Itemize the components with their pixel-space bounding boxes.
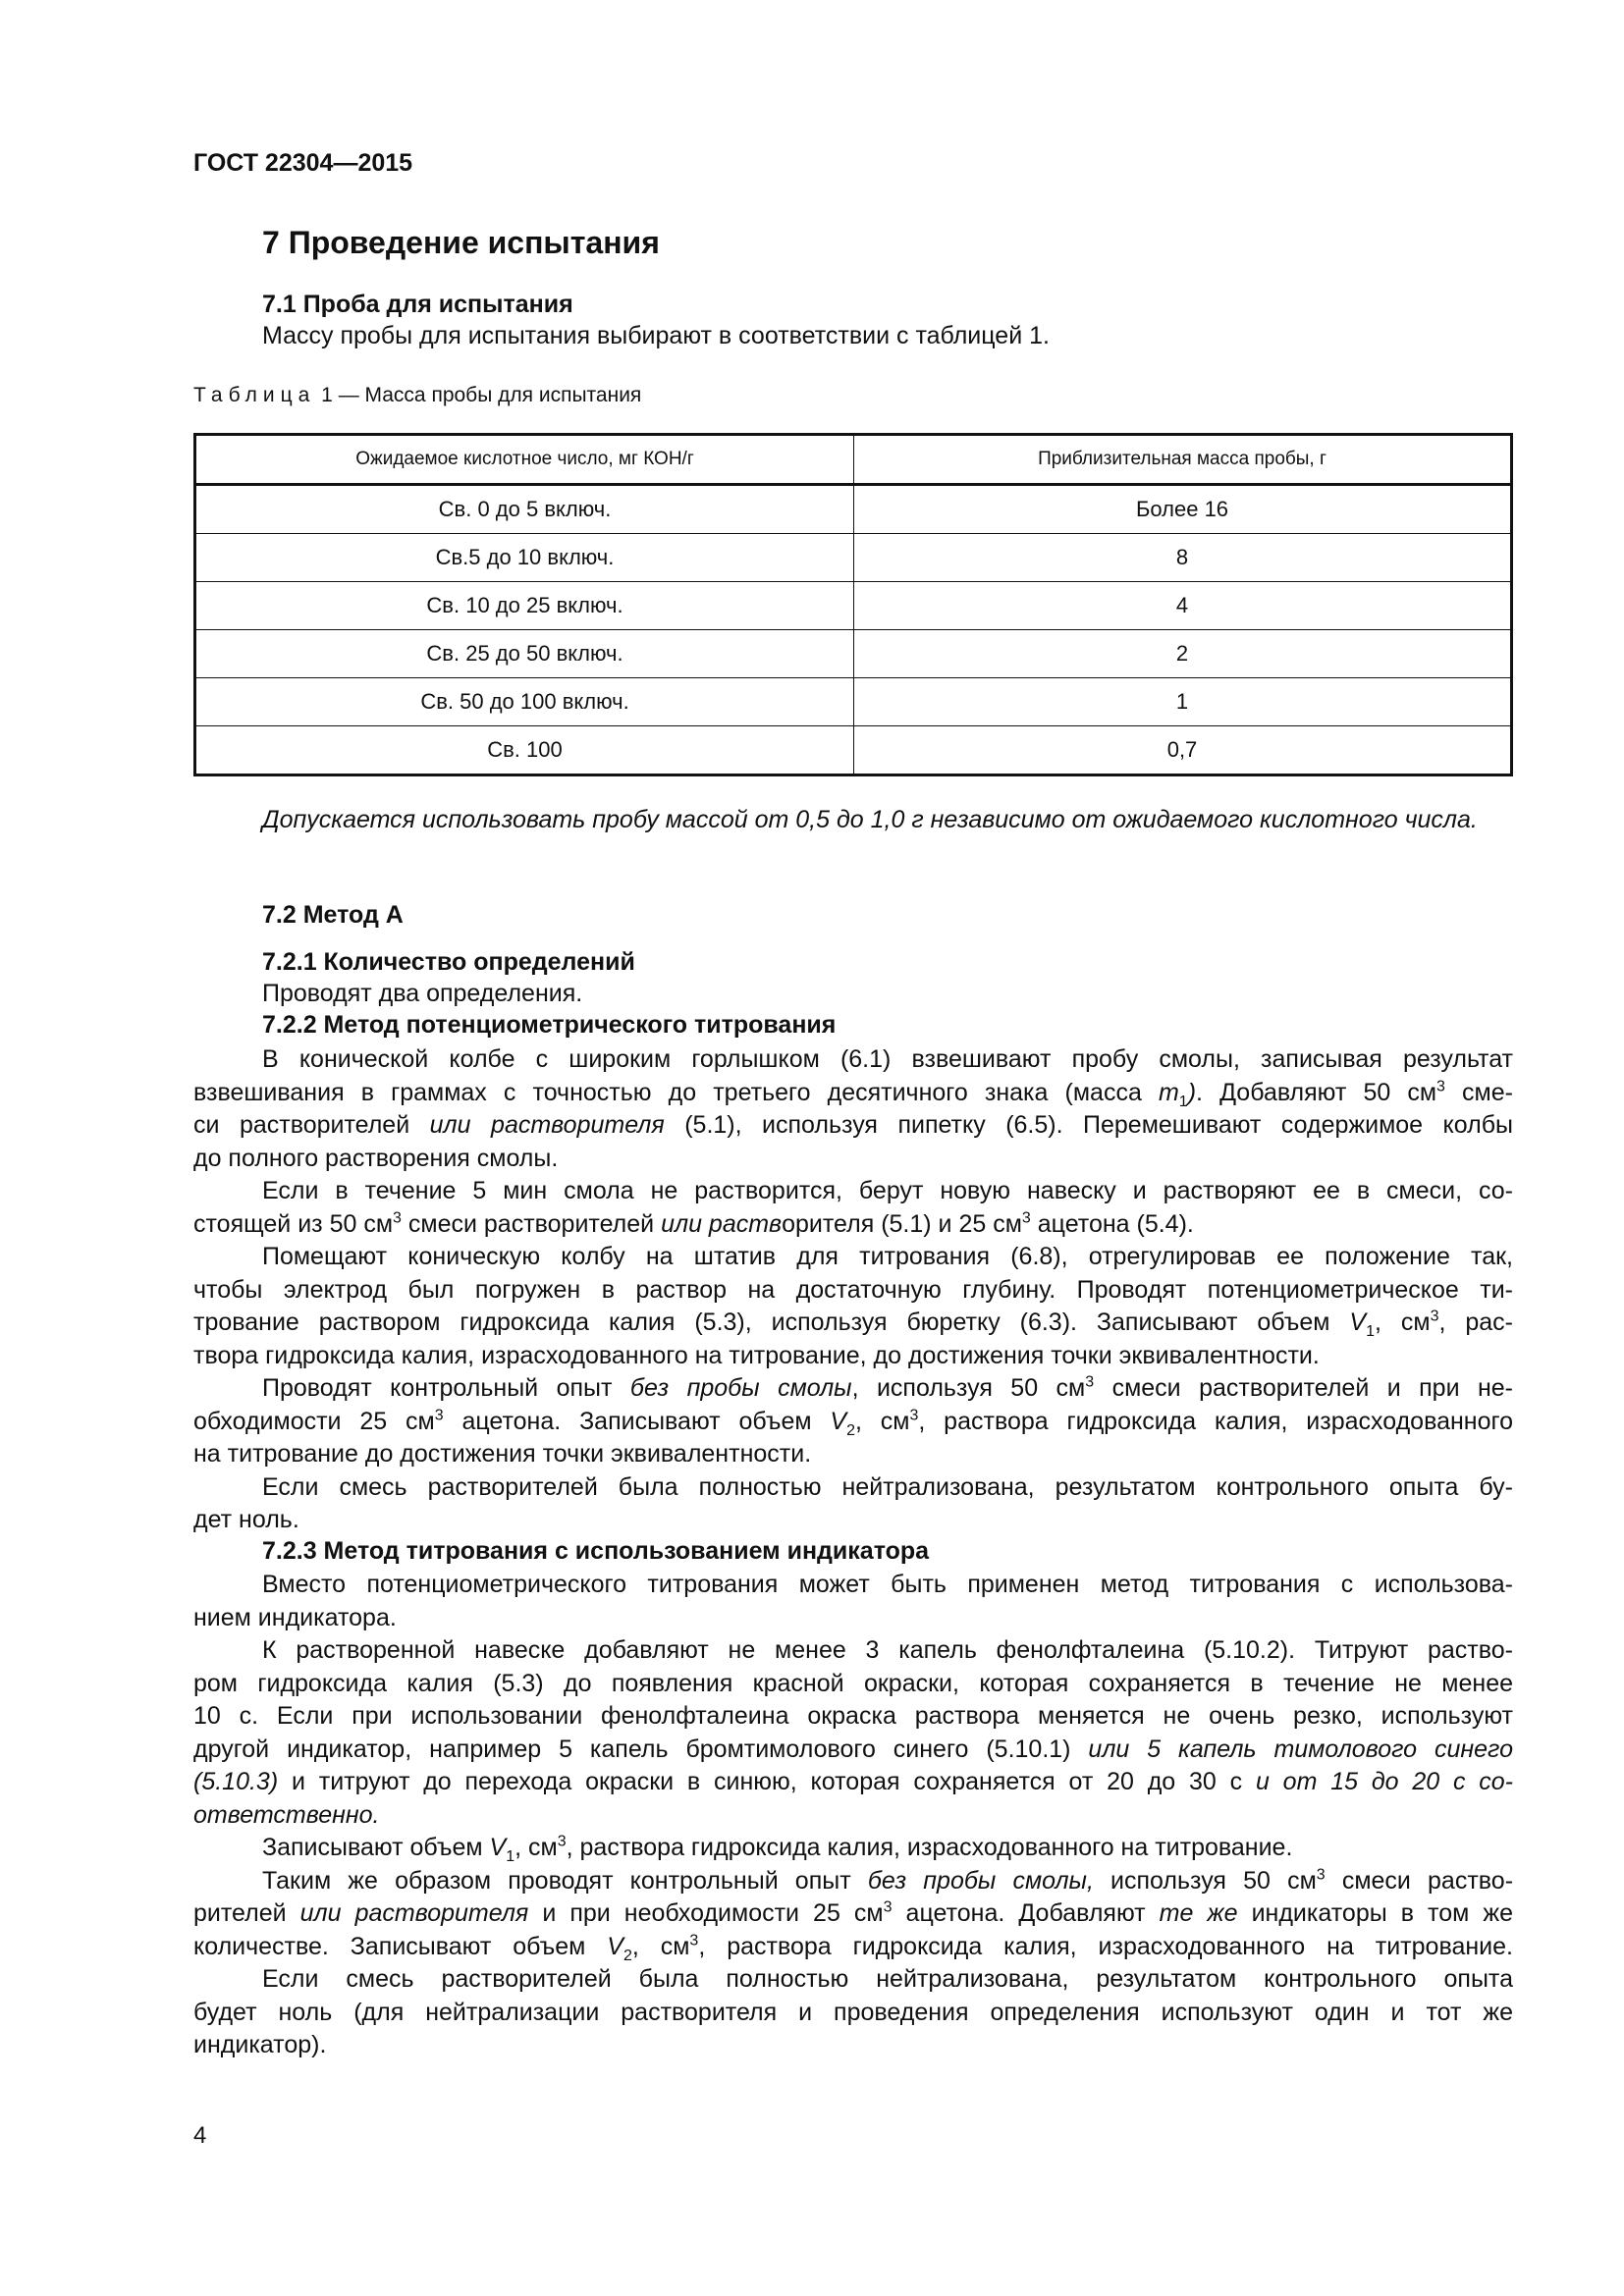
- text-line: [193, 1832, 1513, 1865]
- method-723-body: [193, 1569, 1513, 2062]
- text-fragment: , рас-: [1438, 1308, 1513, 1336]
- text-fragment: или растворителя: [429, 1111, 665, 1139]
- text-line: твора гидроксида калия, израсходованного на титрование, до достижения точки эквивалентности.: [193, 1341, 1320, 1369]
- text-fragment: (5.1), используя пипетку (6.5). Перемешивают содержимое колбы: [664, 1111, 1513, 1139]
- text-fragment: си растворителей: [193, 1111, 430, 1139]
- table-cell: Св. 10 до 25 включ.: [195, 582, 854, 630]
- text-fragment: смеси раство-: [1325, 1866, 1514, 1895]
- text-fragment: 3: [557, 1833, 567, 1850]
- text-line: [193, 1799, 1513, 1833]
- text-fragment: ацетона. Записывают объем: [443, 1407, 831, 1435]
- table-caption: [193, 384, 641, 407]
- document-code: ГОСТ 22304—2015: [193, 149, 413, 177]
- text-line: Вместо потенциометрического титрования может быть применен метод титрования с использова-: [262, 1571, 1513, 1598]
- text-line: Если смесь растворителей была полностью нейтрализована, результатом контрольного опыта бу-: [262, 1472, 1513, 1501]
- subsection-title: 7.2 Метод А: [262, 901, 404, 929]
- text-line: Если в течение 5 мин смола не растворится, берут новую навеску и растворяют ее в смеси, со-: [262, 1177, 1513, 1204]
- text-fragment: 3: [1430, 1308, 1439, 1325]
- text-fragment: m: [1158, 1078, 1179, 1106]
- text-line: [193, 1077, 1513, 1110]
- table-cell: Более 16: [854, 485, 1512, 534]
- text-line: чтобы электрод был погружен в раствор на достаточную глубину. Проводят потенциометрическое ти-: [193, 1275, 1513, 1304]
- text-fragment: орителя (5.1) и 25 см: [782, 1209, 1022, 1238]
- text-fragment: , см: [855, 1407, 910, 1435]
- table-cell: 1: [854, 678, 1512, 726]
- text-fragment: 3: [909, 1407, 919, 1424]
- text-fragment: ответственно.: [193, 1800, 380, 1829]
- table-row: [195, 485, 1512, 534]
- table-cell: Св. 50 до 100 включ.: [195, 678, 854, 726]
- table-note: [193, 802, 1513, 837]
- text-line: будет ноль (для нейтрализации растворителя и проведения определения используют один и тот же: [193, 1998, 1513, 2026]
- section-title: 7 Проведение испытания: [262, 225, 660, 260]
- text-fragment: и при необходимости 25 см: [528, 1899, 884, 1927]
- text-line: [193, 1734, 1513, 1767]
- text-fragment: количестве. Записывают объем: [193, 1932, 608, 1960]
- table-header-row: [195, 435, 1512, 485]
- text-line: ром гидроксида калия (5.3) до появления красной окраски, которая сохраняется в течение не менее: [193, 1669, 1513, 1697]
- text-fragment: Таким же образом проводят контрольный опыт: [262, 1866, 868, 1895]
- text-fragment: Записывают объем: [262, 1834, 490, 1861]
- text-fragment: рителей: [193, 1899, 300, 1927]
- page-number: 4: [193, 2122, 207, 2149]
- text-fragment: , раствора гидроксида калия, израсходованного на титрование.: [566, 1834, 1293, 1861]
- table-row: [195, 678, 1512, 726]
- text-fragment: 3: [1085, 1373, 1095, 1391]
- table-row: [195, 630, 1512, 678]
- text-fragment: 1: [506, 1848, 515, 1865]
- text-line: [193, 1897, 1513, 1931]
- text-fragment: трование раствором гидроксида калия (5.3), используя бюретку (6.3). Записывают объем: [193, 1308, 1350, 1336]
- text-line: до полного растворения смолы.: [193, 1144, 559, 1172]
- text-line: Если смесь растворителей была полностью нейтрализована, результатом контрольного опыта: [262, 1965, 1513, 1993]
- table-cell: Св. 0 до 5 включ.: [195, 485, 854, 534]
- text-fragment: индикаторы в том же: [1237, 1899, 1513, 1927]
- text-line: индикатор).: [193, 2031, 327, 2058]
- table-cell: 8: [854, 534, 1512, 582]
- text-line: [193, 1406, 1513, 1439]
- text-fragment: 3: [1021, 1209, 1031, 1227]
- subsection-title: 7.2.1 Количество определений: [262, 948, 635, 976]
- text-line: В конической колбе с широким горлышком (6.1) взвешивают пробу смолы, записывая результат: [262, 1045, 1513, 1073]
- text-fragment: без пробы смолы: [629, 1374, 852, 1402]
- text-fragment: используя 50 см: [1093, 1866, 1317, 1895]
- subsection-title: 7.2.2 Метод потенциометрического титрования: [262, 1011, 837, 1039]
- text-fragment: 3: [689, 1932, 699, 1949]
- table-caption-label: Таблица: [193, 384, 316, 406]
- text-line: [193, 1931, 1513, 1964]
- text-line: [193, 1865, 1513, 1898]
- text-line: дет ноль.: [193, 1506, 299, 1533]
- text-fragment: или растворителя: [299, 1899, 529, 1927]
- text-fragment: ацетона (5.4).: [1030, 1209, 1194, 1238]
- text-fragment: 1: [1178, 1093, 1188, 1110]
- text-fragment: другой индикатор, например 5 капель бромтимолового синего (5.10.1): [193, 1735, 1089, 1763]
- text-fragment: 2: [846, 1421, 855, 1439]
- text-fragment: (5.10.3): [193, 1768, 279, 1795]
- text-fragment: , используя 50 см: [851, 1374, 1086, 1402]
- table-header-cell: Приблизительная масса пробы, г: [854, 435, 1512, 485]
- text-fragment: , раствора гидроксида калия, израсходованного на титрование.: [698, 1932, 1513, 1960]
- text-fragment: обходимости 25 см: [193, 1407, 435, 1435]
- text-line: на титрование до достижения точки эквивалентности.: [193, 1440, 812, 1468]
- table-cell: 2: [854, 630, 1512, 678]
- text-fragment: 2: [623, 1947, 632, 1964]
- text-fragment: без пробы смолы,: [867, 1866, 1094, 1895]
- text-fragment: 3: [393, 1209, 402, 1227]
- table-row: [195, 726, 1512, 775]
- table-row: [195, 534, 1512, 582]
- sample-mass-table: [193, 433, 1513, 776]
- text-line: Помещают коническую колбу на штатив для титрования (6.8), отрегулировав ее положение так,: [262, 1243, 1513, 1270]
- text-fragment: ацетона. Добавляют: [892, 1899, 1160, 1927]
- subsection-title: 7.1 Проба для испытания: [262, 291, 573, 318]
- text-fragment: и от 15 до 20 с со-: [1255, 1768, 1514, 1795]
- text-fragment: V: [830, 1407, 847, 1435]
- text-fragment: 3: [1316, 1866, 1326, 1884]
- text-fragment: . Добавляют 50 см: [1196, 1078, 1437, 1106]
- text-fragment: 3: [883, 1898, 893, 1916]
- text-line: [193, 1372, 1513, 1406]
- text-fragment: , см: [1375, 1308, 1431, 1336]
- table-cell: 0,7: [854, 726, 1512, 775]
- text-fragment: ): [1187, 1078, 1197, 1106]
- text-fragment: V: [1349, 1308, 1367, 1336]
- text-fragment: те же: [1159, 1899, 1238, 1927]
- table-cell: 4: [854, 582, 1512, 630]
- text-fragment: , раствора гидроксида калия, израсходованного: [918, 1407, 1513, 1435]
- text-line: К растворенной навеске добавляют не менее 3 капель фенолфталеина (5.10.2). Титруют раство-: [262, 1636, 1513, 1664]
- text-fragment: и титруют до перехода окраски в синюю, которая сохраняется от 20 до 30 с: [278, 1768, 1256, 1795]
- text-line: [193, 1766, 1513, 1799]
- text-fragment: V: [489, 1834, 507, 1861]
- paragraph: Проводят два определения.: [262, 980, 583, 1007]
- table-row: [195, 582, 1512, 630]
- table-cell: Св. 25 до 50 включ.: [195, 630, 854, 678]
- text-fragment: Проводят контрольный опыт: [262, 1374, 630, 1402]
- table-cell: Св. 100: [195, 726, 854, 775]
- table-caption-text: 1 — Масса пробы для испытания: [315, 384, 642, 406]
- method-722-body: [193, 1043, 1513, 1537]
- text-fragment: смеси растворителей: [401, 1209, 662, 1238]
- text-fragment: или раств: [661, 1209, 783, 1238]
- text-fragment: стоящей из 50 см: [193, 1209, 394, 1238]
- text-fragment: 1: [1366, 1323, 1375, 1340]
- note-text: Допускается использовать пробу массой от 0,5 до 1,0 г независимо от ожидаемого кислотного числа.: [262, 806, 1478, 833]
- subsection-title: 7.2.3 Метод титрования с использованием индикатора: [262, 1537, 930, 1565]
- table-header-cell: Ожидаемое кислотное число, мг КОН/г: [195, 435, 854, 485]
- table-cell: Св.5 до 10 включ.: [195, 534, 854, 582]
- text-line: нием индикатора.: [193, 1603, 397, 1631]
- text-line: [193, 1307, 1513, 1340]
- text-line: [193, 1109, 1513, 1143]
- text-fragment: или 5 капель тимолового синего: [1088, 1735, 1513, 1763]
- text-fragment: , см: [631, 1932, 690, 1960]
- text-fragment: смеси растворителей и при не-: [1094, 1374, 1514, 1402]
- text-fragment: взвешивания в граммах с точностью до третьего десятичного знака (масса: [193, 1078, 1159, 1106]
- text-fragment: 3: [434, 1407, 444, 1424]
- text-fragment: сме-: [1444, 1078, 1513, 1106]
- text-fragment: V: [607, 1932, 623, 1960]
- text-fragment: 3: [1436, 1078, 1445, 1095]
- text-fragment: , см: [514, 1834, 558, 1861]
- text-line: 10 с. Если при использовании фенолфталеина окраска раствора меняется не очень резко, используют: [193, 1702, 1513, 1730]
- text-line: [193, 1208, 1513, 1242]
- paragraph: Массу пробы для испытания выбирают в соответствии с таблицей 1.: [262, 322, 1050, 349]
